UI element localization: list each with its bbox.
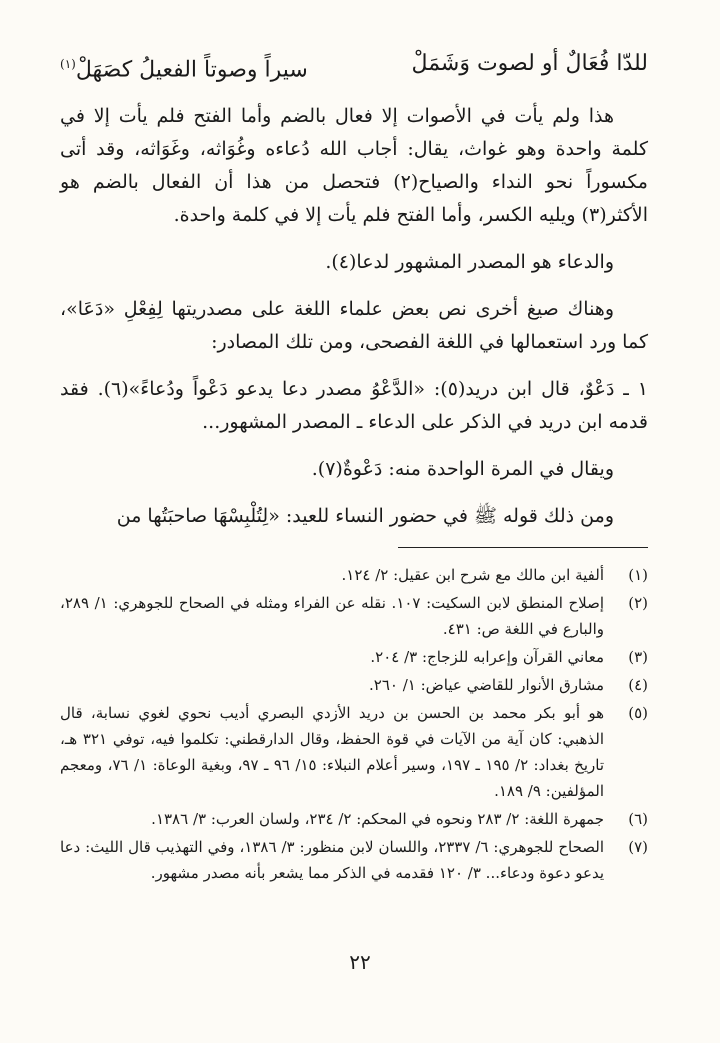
footnote-number: (٧) [628, 838, 648, 857]
footnote [60, 806, 648, 832]
footnote-number: (٥) [628, 704, 648, 723]
footnote-number: (١) [628, 566, 648, 585]
footnote [60, 834, 648, 886]
footnote [60, 590, 648, 642]
verse-footnote-marker: (١) [60, 57, 76, 71]
footnote-text: جمهرة اللغة: ٢/ ٢٨٣ ونحوه في المحكم: ٢/ ٢٣٤، ولسان العرب: ٣/ ١٣٨٦. [151, 810, 604, 829]
paragraph: وهناك صيغ أخرى نص بعض علماء اللغة على مصدريتها لِفِعْلِ «دَعَا»، كما ورد استعمالها في اللغة الفصحى، ومن تلك المصادر: [60, 298, 648, 354]
verse-line [60, 44, 648, 90]
footnote-text: ألفية ابن مالك مع شرح ابن عقيل: ٢/ ١٢٤. [341, 566, 604, 585]
footnotes [60, 562, 648, 886]
footnote [60, 562, 648, 588]
paragraph: ومن ذلك قوله ﷺ في حضور النساء للعيد: «لِتُلْبِسْهَا صاحبَتُها من [116, 505, 614, 528]
footnote-text: إصلاح المنطق لابن السكيت: ١٠٧. نقله عن الفراء ومثله في الصحاح للجوهري: ١/ ٢٨٩، والبارع في اللغة ص: ٤٣١. [60, 594, 604, 639]
page-number: ٢٢ [349, 950, 371, 974]
footnote [60, 700, 648, 804]
verse-first-hemistich: للدّا فُعَالٌ أو لصوت وَشَمَلْ [411, 51, 648, 76]
footnote-separator [398, 547, 648, 548]
footnote-number: (٦) [628, 810, 648, 829]
paragraph: ١ ـ دَعْوٌ، قال ابن دريد(٥): «الدَّعْوُ مصدر دعا يدعو دَعْواً ودُعاءً»(٦). فقد قدمه ابن دريد في الذكر على الدعاء ـ المصدر المشهور... [60, 378, 648, 434]
paragraph: هذا ولم يأت في الأصوات إلا فعال بالضم وأما الفتح فلم يأت إلا في كلمة واحدة وهو غواث، يقال: أجاب الله دُعاءه وغُوَاثه، وغَوَاثه، وقد أتى مكسوراً نحو النداء والصياح(٢) فتحصل من هذا أن الفعال بالضم هو الأكثر(٣) ويليه الكسر، وأما الفتح فلم يأت إلا في كلمة واحدة. [60, 105, 648, 227]
footnote-number: (٣) [628, 648, 648, 667]
verse-second-text: سيراً وصوتاً الفعيلُ كصَهَلْ [75, 57, 308, 83]
footnote-number: (٤) [628, 676, 648, 695]
verse-second-hemistich [60, 44, 308, 90]
main-text [60, 100, 648, 533]
footnote-text: مشارق الأنوار للقاضي عياض: ١/ ٢٦٠. [368, 676, 604, 695]
paragraph: والدعاء هو المصدر المشهور لدعا(٤). [325, 251, 614, 274]
footnote-text: هو أبو بكر محمد بن الحسن بن دريد الأزدي البصري أديب نحوي لغوي نسابة، قال الذهبي: كان آية من الآيات في قوة الحفظ، وقال الدارقطني: تكلموا فيه، توفي ٣٢١ هـ، تاريخ بغداد: ٢/ ١٩٥ ـ ١٩٧، وسير أعلام النبلاء: ١٥/ ٩٦ ـ ٩٧، وبغية الوعاة: ١/ ٧٦، ومعجم المؤلفين: ٩/ ١٨٩. [60, 704, 605, 801]
footnote-text: الصحاح للجوهري: ٦/ ٢٣٣٧، واللسان لابن منظور: ٣/ ١٣٨٦، وفي التهذيب قال الليث: دعا يدعو دعوة ودعاء... ٣/ ١٢٠ فقدمه في الذكر مما يشعر بأنه مصدر مشهور. [60, 838, 605, 883]
footnote-number: (٢) [628, 594, 648, 613]
paragraph: ويقال في المرة الواحدة منه: دَعْوةٌ(٧). [311, 458, 614, 481]
footnote-text: معاني القرآن وإعرابه للزجاج: ٣/ ٢٠٤. [370, 648, 604, 667]
footnote [60, 644, 648, 670]
footnote [60, 672, 648, 698]
